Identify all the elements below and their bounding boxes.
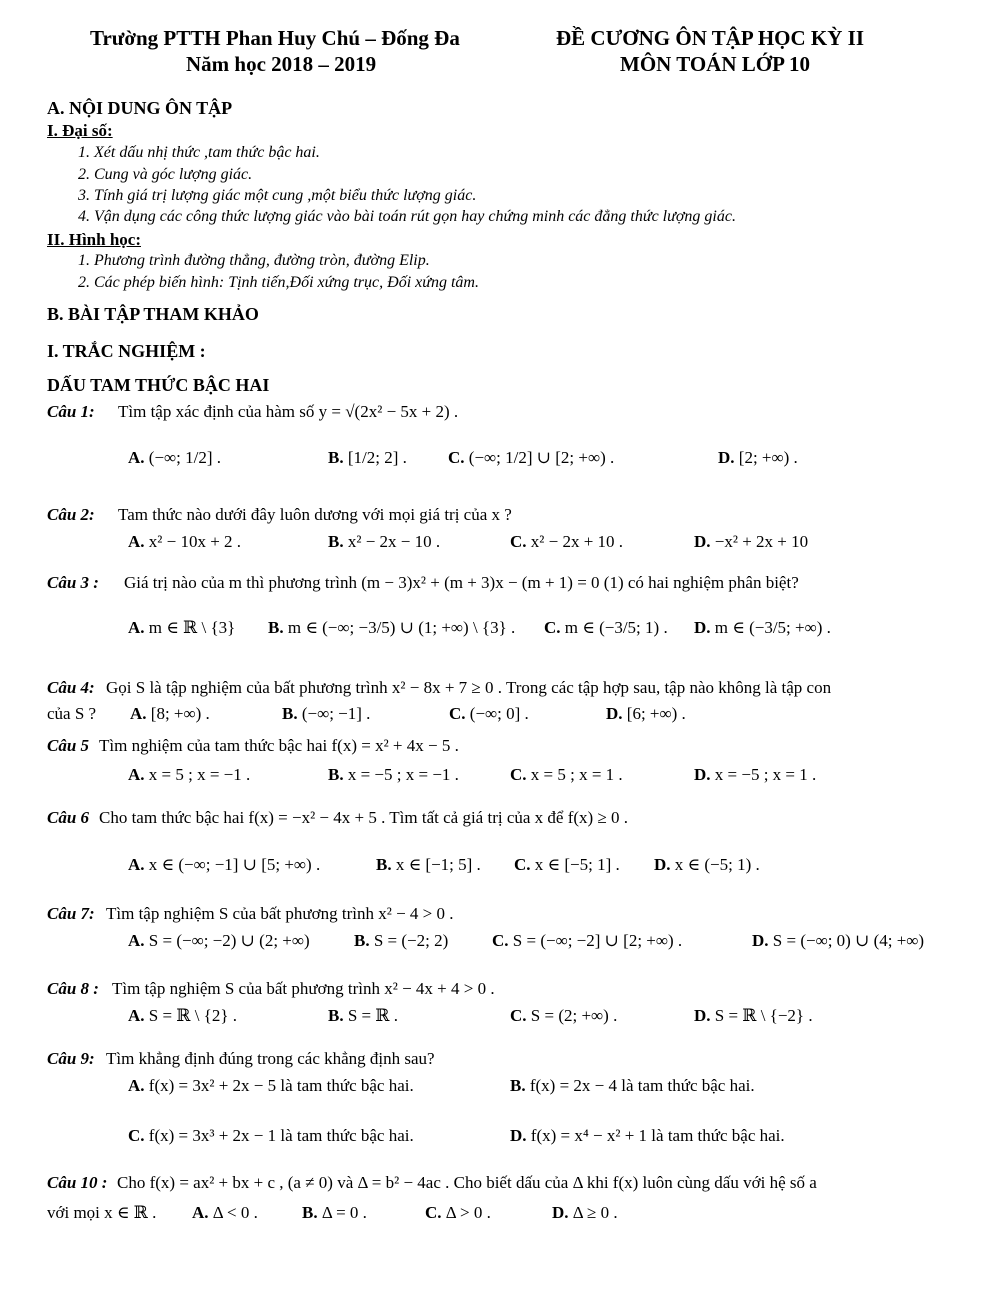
answer-option	[510, 1076, 755, 1096]
option-text: Δ ≥ 0 .	[568, 1203, 618, 1222]
answer-option	[514, 855, 620, 875]
question-text	[106, 904, 454, 924]
option-letter: C.	[510, 765, 527, 784]
answer-option	[328, 448, 407, 468]
option-text: m ∈ (−∞; −3/5) ∪ (1; +∞) \ {3} .	[283, 618, 516, 637]
answer-option	[510, 532, 623, 552]
option-text: x ∈ [−1; 5] .	[391, 855, 481, 874]
option-text: Tam thức nào dưới đây luôn dương với mọi giá trị của x ?	[118, 505, 512, 524]
option-text: [2; +∞) .	[734, 448, 798, 467]
question-label: Câu 7:	[47, 904, 95, 923]
option-letter: D.	[654, 855, 671, 874]
answer-option	[376, 855, 481, 875]
answer-option	[752, 931, 924, 951]
geometry-heading: II. Hình học:	[47, 230, 141, 249]
algebra-item: 2. Cung và góc lượng giác.	[78, 166, 253, 183]
answer-option	[510, 1006, 617, 1026]
option-text: S = ℝ \ {−2} .	[710, 1006, 813, 1025]
answer-option	[328, 1006, 398, 1026]
option-text: Cho f(x) = ax² + bx + c , (a ≠ 0) và Δ = b² − 4ac . Cho biết dấu của Δ khi f(x) luôn cùng dấu với hệ số a	[117, 1173, 817, 1192]
answer-option	[128, 1126, 414, 1146]
answer-option	[492, 931, 682, 951]
option-letter: B.	[328, 448, 344, 467]
question-label: Câu 8 :	[47, 979, 99, 998]
answer-option	[448, 448, 614, 468]
option-letter: B.	[282, 704, 298, 723]
answer-option	[694, 765, 816, 785]
question-text	[118, 402, 458, 422]
answer-option	[302, 1203, 367, 1223]
topic-heading: DẤU TAM THỨC BẬC HAI	[47, 375, 270, 395]
option-text: Tìm khẳng định đúng trong các khẳng định sau?	[106, 1049, 435, 1068]
option-text: m ∈ (−3/5; +∞) .	[710, 618, 831, 637]
section-b-heading: B. BÀI TẬP THAM KHẢO	[47, 304, 259, 324]
question-text-continued	[47, 704, 96, 724]
option-text: Gọi S là tập nghiệm của bất phương trình x² − 8x + 7 ≥ 0 . Trong các tập hợp sau, tập nào không là tập con	[106, 678, 832, 697]
option-text: f(x) = 3x³ + 2x − 1 là tam thức bậc hai.	[144, 1126, 414, 1145]
multiple-choice-heading: I. TRẮC NGHIỆM :	[47, 341, 206, 361]
option-letter: D.	[694, 618, 711, 637]
answer-option	[552, 1203, 618, 1223]
answer-option	[718, 448, 798, 468]
option-letter: B.	[302, 1203, 318, 1222]
option-text: m ∈ ℝ \ {3}	[144, 618, 236, 637]
option-letter: D.	[718, 448, 735, 467]
answer-option	[128, 1006, 237, 1026]
school-year: Năm học 2018 – 2019	[186, 52, 377, 76]
question-text	[124, 573, 799, 593]
answer-option	[606, 704, 686, 724]
question-label: Câu 9:	[47, 1049, 95, 1068]
option-letter: A.	[128, 618, 145, 637]
option-text: x² − 10x + 2 .	[144, 532, 242, 551]
option-text: x² − 2x − 10 .	[343, 532, 441, 551]
option-letter: A.	[192, 1203, 209, 1222]
option-text: x = −5 ; x = −1 .	[343, 765, 459, 784]
question-label: Câu 5	[47, 736, 90, 755]
answer-option	[425, 1203, 491, 1223]
section-a-heading: A. NỘI DUNG ÔN TẬP	[47, 98, 233, 118]
option-text: x = 5 ; x = 1 .	[526, 765, 623, 784]
option-letter: B.	[328, 1006, 344, 1025]
question-label: Câu 4:	[47, 678, 95, 697]
option-text: [6; +∞) .	[622, 704, 686, 723]
option-text: x = −5 ; x = 1 .	[710, 765, 817, 784]
option-letter: C.	[128, 1126, 145, 1145]
option-text: của S ?	[47, 704, 97, 723]
option-text: [8; +∞) .	[146, 704, 210, 723]
option-text: (−∞; 0] .	[465, 704, 529, 723]
geometry-item: 1. Phương trình đường thẳng, đường tròn, đường Elip.	[78, 252, 430, 269]
question-text-continued	[47, 1203, 156, 1223]
option-letter: C.	[510, 532, 527, 551]
option-text: f(x) = 3x² + 2x − 5 là tam thức bậc hai.	[144, 1076, 414, 1095]
option-text: Δ < 0 .	[208, 1203, 258, 1222]
answer-option	[354, 931, 448, 951]
answer-option	[282, 704, 370, 724]
question-text	[118, 505, 512, 525]
option-letter: B.	[376, 855, 392, 874]
answer-option	[694, 1006, 813, 1026]
option-letter: A.	[128, 931, 145, 950]
answer-option	[128, 448, 221, 468]
option-text: −x² + 2x + 10	[710, 532, 809, 551]
option-letter: C.	[448, 448, 465, 467]
option-text: m ∈ (−3/5; 1) .	[560, 618, 668, 637]
option-letter: C.	[425, 1203, 442, 1222]
answer-option	[128, 765, 250, 785]
answer-option	[128, 1076, 414, 1096]
option-text: x ∈ (−∞; −1] ∪ [5; +∞) .	[144, 855, 321, 874]
algebra-heading: I. Đại số:	[47, 121, 113, 140]
option-text: Cho tam thức bậc hai f(x) = −x² − 4x + 5 . Tìm tất cả giá trị của x để f(x) ≥ 0 .	[99, 808, 629, 827]
option-letter: C.	[449, 704, 466, 723]
geometry-item: 2. Các phép biến hình: Tịnh tiến,Đối xứng trục, Đối xứng tâm.	[78, 274, 479, 291]
question-label: Câu 3 :	[47, 573, 99, 592]
answer-option	[128, 855, 320, 875]
answer-option	[128, 532, 241, 552]
option-letter: A.	[128, 448, 145, 467]
option-text: Giá trị nào của m thì phương trình (m − 3)x² + (m + 3)x − (m + 1) = 0 (1) có hai nghiệm phân biệt?	[124, 573, 799, 592]
option-letter: C.	[544, 618, 561, 637]
option-text: S = ℝ .	[343, 1006, 399, 1025]
question-text	[106, 678, 831, 698]
option-letter: D.	[752, 931, 769, 950]
option-letter: B.	[328, 532, 344, 551]
answer-option	[328, 765, 459, 785]
answer-option	[328, 532, 440, 552]
option-text: Tìm tập nghiệm S của bất phương trình x² − 4x + 4 > 0 .	[112, 979, 495, 998]
option-text: S = (−∞; −2] ∪ [2; +∞) .	[508, 931, 683, 950]
option-letter: A.	[128, 1076, 145, 1095]
answer-option	[510, 1126, 785, 1146]
question-text	[99, 736, 459, 756]
question-label: Câu 2:	[47, 505, 95, 524]
option-letter: A.	[128, 1006, 145, 1025]
option-letter: C.	[514, 855, 531, 874]
option-text: x² − 2x + 10 .	[526, 532, 624, 551]
option-text: Tìm tập xác định của hàm số y = √(2x² − 5x + 2) .	[118, 402, 459, 421]
answer-option	[694, 532, 808, 552]
answer-option	[128, 618, 235, 638]
option-text: x ∈ [−5; 1] .	[530, 855, 620, 874]
option-text: Δ = 0 .	[317, 1203, 367, 1222]
school-name: Trường PTTH Phan Huy Chú – Đống Đa	[90, 26, 460, 50]
option-text: Tìm nghiệm của tam thức bậc hai f(x) = x² + 4x − 5 .	[99, 736, 459, 755]
question-label: Câu 10 :	[47, 1173, 108, 1192]
option-text: f(x) = 2x − 4 là tam thức bậc hai.	[525, 1076, 755, 1095]
question-label: Câu 1:	[47, 402, 95, 421]
option-letter: A.	[128, 855, 145, 874]
option-text: S = (−2; 2)	[369, 931, 449, 950]
document-title: ĐỀ CƯƠNG ÔN TẬP HỌC KỲ II	[556, 26, 865, 50]
option-text: [1/2; 2] .	[343, 448, 407, 467]
question-text	[99, 808, 628, 828]
answer-option	[544, 618, 668, 638]
option-letter: D.	[606, 704, 623, 723]
option-text: (−∞; −1] .	[297, 704, 371, 723]
option-letter: B.	[510, 1076, 526, 1095]
option-letter: A.	[128, 532, 145, 551]
answer-option	[449, 704, 529, 724]
option-text: S = (−∞; 0) ∪ (4; +∞)	[768, 931, 925, 950]
option-letter: B.	[354, 931, 370, 950]
option-text: S = (2; +∞) .	[526, 1006, 618, 1025]
option-letter: D.	[694, 1006, 711, 1025]
option-letter: A.	[128, 765, 145, 784]
option-text: (−∞; 1/2] .	[144, 448, 222, 467]
subject-title: MÔN TOÁN LỚP 10	[620, 52, 810, 76]
option-text: f(x) = x⁴ − x² + 1 là tam thức bậc hai.	[526, 1126, 785, 1145]
algebra-item: 1. Xét dấu nhị thức ,tam thức bậc hai.	[78, 144, 320, 161]
option-letter: B.	[268, 618, 284, 637]
option-letter: D.	[510, 1126, 527, 1145]
option-text: với mọi x ∈ ℝ .	[47, 1203, 157, 1222]
question-text	[112, 979, 495, 999]
question-text	[117, 1173, 817, 1193]
answer-option	[654, 855, 760, 875]
option-text: (−∞; 1/2] ∪ [2; +∞) .	[464, 448, 615, 467]
option-letter: B.	[328, 765, 344, 784]
answer-option	[130, 704, 210, 724]
option-text: S = (−∞; −2) ∪ (2; +∞)	[144, 931, 310, 950]
answer-option	[510, 765, 623, 785]
answer-option	[192, 1203, 258, 1223]
option-text: Δ > 0 .	[441, 1203, 491, 1222]
question-label: Câu 6	[47, 808, 90, 827]
answer-option	[268, 618, 515, 638]
option-letter: D.	[552, 1203, 569, 1222]
option-letter: D.	[694, 532, 711, 551]
option-letter: C.	[492, 931, 509, 950]
answer-option	[694, 618, 831, 638]
algebra-item: 4. Vận dụng các công thức lượng giác vào bài toán rút gọn hay chứng minh các đẳng thức lượng giác.	[78, 208, 736, 225]
answer-option	[128, 931, 310, 951]
option-letter: D.	[694, 765, 711, 784]
question-text	[106, 1049, 435, 1069]
option-text: S = ℝ \ {2} .	[144, 1006, 237, 1025]
option-letter: A.	[130, 704, 147, 723]
option-letter: C.	[510, 1006, 527, 1025]
option-text: Tìm tập nghiệm S của bất phương trình x² − 4 > 0 .	[106, 904, 454, 923]
algebra-item: 3. Tính giá trị lượng giác một cung ,một biểu thức lượng giác.	[78, 187, 477, 204]
option-text: x ∈ (−5; 1) .	[670, 855, 760, 874]
option-text: x = 5 ; x = −1 .	[144, 765, 251, 784]
